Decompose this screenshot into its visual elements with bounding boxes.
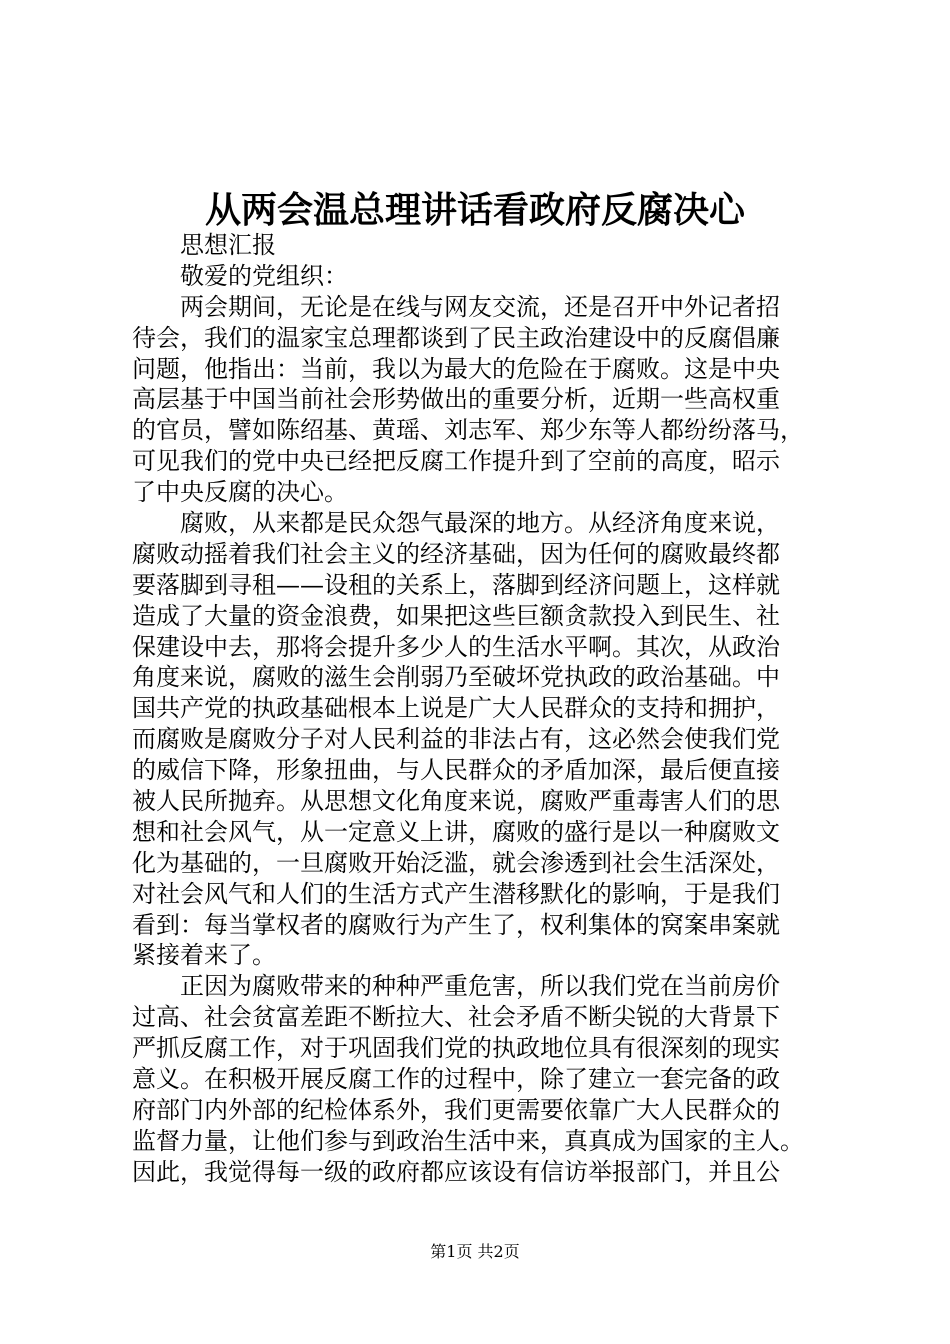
body-line: 要落脚到寻租——设租的关系上，落脚到经济问题上，这样就 — [132, 570, 780, 599]
body-line: 看到：每当掌权者的腐败行为产生了，权利集体的窝案串案就 — [132, 910, 780, 939]
body-line: 角度来说，腐败的滋生会削弱乃至破坏党执政的政治基础。中 — [132, 663, 780, 692]
page-footer: 第1页 共2页 — [430, 1242, 520, 1261]
body-line: 意义。在积极开展反腐工作的过程中，除了建立一套完备的政 — [132, 1065, 780, 1094]
body-line: 对社会风气和人们的生活方式产生潜移默化的影响，于是我们 — [132, 879, 780, 908]
body-line: 监督力量，让他们参与到政治生活中来，真真成为国家的主人。 — [132, 1126, 804, 1155]
body-line: 问题，他指出：当前，我以为最大的危险在于腐败。这是中央 — [132, 354, 780, 383]
body-line: 的威信下降，形象扭曲，与人民群众的矛盾加深，最后便直接 — [132, 756, 780, 785]
body-line: 而腐败是腐败分子对人民利益的非法占有，这必然会使我们党 — [132, 725, 780, 754]
body-line: 思想汇报 — [180, 231, 276, 259]
body-line: 可见我们的党中央已经把反腐工作提升到了空前的高度，昭示 — [132, 447, 780, 476]
body-line: 过高、社会贫富差距不断拉大、社会矛盾不断尖锐的大背景下 — [132, 1003, 780, 1032]
body-line: 敬爱的党组织： — [180, 261, 348, 290]
body-line: 国共产党的执政基础根本上说是广大人民群众的支持和拥护， — [132, 694, 780, 723]
body-line: 化为基础的，一旦腐败开始泛滥，就会渗透到社会生活深处， — [132, 848, 780, 877]
body-line: 待会，我们的温家宝总理都谈到了民主政治建设中的反腐倡廉 — [132, 323, 780, 352]
body-line: 了中央反腐的决心。 — [132, 478, 348, 507]
body-line: 造成了大量的资金浪费，如果把这些巨额贪款投入到民生、社 — [132, 601, 780, 630]
body-line: 保建设中去，那将会提升多少人的生活水平啊。其次，从政治 — [132, 632, 780, 661]
body-line: 腐败动摇着我们社会主义的经济基础，因为任何的腐败最终都 — [132, 539, 780, 568]
body-line: 紧接着来了。 — [132, 941, 276, 970]
body-line: 的官员，譬如陈绍基、黄瑶、刘志军、郑少东等人都纷纷落马， — [132, 416, 804, 445]
body-line: 府部门内外部的纪检体系外，我们更需要依靠广大人民群众的 — [132, 1095, 780, 1124]
body-line: 两会期间，无论是在线与网友交流，还是召开中外记者招 — [180, 292, 780, 321]
body-line: 高层基于中国当前社会形势做出的重要分析，近期一些高权重 — [132, 385, 780, 414]
body-line: 想和社会风气，从一定意义上讲，腐败的盛行是以一种腐败文 — [132, 817, 780, 846]
body-line: 因此，我觉得每一级的政府都应该设有信访举报部门，并且公 — [132, 1157, 780, 1186]
body-line: 被人民所抛弃。从思想文化角度来说，腐败严重毒害人们的思 — [132, 787, 780, 816]
body-line: 严抓反腐工作，对于巩固我们党的执政地位具有很深刻的现实 — [132, 1034, 780, 1063]
document-body — [132, 230, 842, 1188]
body-line: 腐败，从来都是民众怨气最深的地方。从经济角度来说， — [180, 509, 780, 538]
body-line: 正因为腐败带来的种种严重危害，所以我们党在当前房价 — [180, 972, 780, 1001]
document-title: 从两会温总理讲话看政府反腐决心 — [204, 189, 745, 231]
